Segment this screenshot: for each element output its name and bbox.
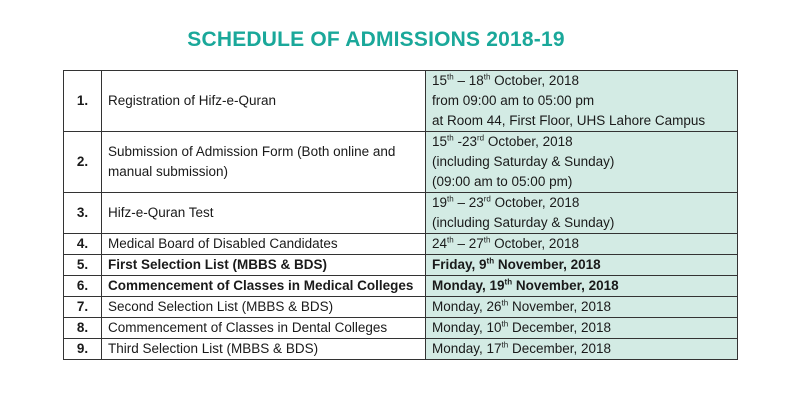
date-text: November, 2018 — [512, 278, 619, 293]
table-row — [64, 318, 738, 339]
ordinal-suffix: th — [486, 256, 495, 266]
ordinal-suffix: th — [501, 319, 509, 329]
date-line — [432, 111, 731, 131]
date-cell — [426, 234, 738, 255]
table-row — [64, 255, 738, 276]
event-cell: Registration of Hifz-e-Quran — [102, 71, 426, 132]
date-text: – 23 — [453, 195, 484, 210]
date-cell — [426, 255, 738, 276]
table-row — [64, 193, 738, 234]
ordinal-suffix: th — [447, 194, 454, 204]
row-number: 5. — [64, 255, 102, 276]
row-number: 3. — [64, 193, 102, 234]
ordinal-suffix: th — [501, 340, 509, 350]
date-text: Monday, 26 — [432, 299, 502, 314]
date-line — [432, 213, 731, 233]
table-row — [64, 339, 738, 360]
ordinal-suffix: th — [483, 72, 491, 82]
row-number: 9. — [64, 339, 102, 360]
table-row — [64, 71, 738, 132]
date-text: October, 2018 — [490, 73, 579, 88]
date-text: November, 2018 — [508, 299, 612, 314]
event-cell: Hifz-e-Quran Test — [102, 193, 426, 234]
table-row — [64, 297, 738, 318]
row-number: 2. — [64, 132, 102, 193]
event-cell: Third Selection List (MBBS & BDS) — [102, 339, 426, 360]
row-number: 7. — [64, 297, 102, 318]
event-cell: Medical Board of Disabled Candidates — [102, 234, 426, 255]
date-text: December, 2018 — [508, 341, 612, 356]
date-cell — [426, 276, 738, 297]
date-cell — [426, 71, 738, 132]
row-number: 1. — [64, 71, 102, 132]
date-text: – 27 — [453, 236, 484, 251]
event-cell: Commencement of Classes in Medical Colleges — [102, 276, 426, 297]
date-text: 24 — [432, 236, 448, 251]
date-text: November, 2018 — [494, 257, 601, 272]
date-text: (09:00 am to 05:00 pm) — [432, 174, 573, 189]
date-text: at Room 44, First Floor, UHS Lahore Campus — [432, 113, 706, 128]
table-row — [64, 276, 738, 297]
ordinal-suffix: th — [501, 298, 509, 308]
date-line — [432, 339, 731, 359]
date-text: from 09:00 am to 05:00 pm — [432, 93, 595, 108]
ordinal-suffix: th — [447, 133, 454, 143]
date-cell — [426, 193, 738, 234]
row-number: 4. — [64, 234, 102, 255]
schedule-table-body — [64, 71, 738, 360]
ordinal-suffix: th — [447, 235, 454, 245]
date-text: Monday, 10 — [432, 320, 502, 335]
table-row — [64, 132, 738, 193]
row-number: 8. — [64, 318, 102, 339]
event-cell: Commencement of Classes in Dental Colleges — [102, 318, 426, 339]
page-title: SCHEDULE OF ADMISSIONS 2018-19 — [187, 28, 565, 51]
date-line — [432, 193, 731, 213]
date-line — [432, 132, 731, 152]
date-cell — [426, 318, 738, 339]
event-cell: Submission of Admission Form (Both online and manual submission) — [102, 132, 426, 193]
date-cell — [426, 339, 738, 360]
date-text: December, 2018 — [508, 320, 612, 335]
date-line — [432, 91, 731, 111]
date-line — [432, 234, 731, 254]
date-line — [432, 255, 731, 275]
event-cell: First Selection List (MBBS & BDS) — [102, 255, 426, 276]
table-row — [64, 234, 738, 255]
date-text: October, 2018 — [484, 134, 573, 149]
date-line — [432, 152, 731, 172]
date-text: Friday, 9 — [432, 257, 487, 272]
admissions-schedule-table — [63, 70, 738, 360]
ordinal-suffix: th — [504, 277, 513, 287]
ordinal-suffix: rd — [483, 194, 491, 204]
date-text: (including Saturday & Sunday) — [432, 215, 615, 230]
date-text: October, 2018 — [490, 195, 580, 210]
ordinal-suffix: th — [447, 72, 454, 82]
date-text: Monday, 17 — [432, 341, 502, 356]
date-text: 19 — [432, 195, 448, 210]
date-line — [432, 71, 731, 91]
event-cell: Second Selection List (MBBS & BDS) — [102, 297, 426, 318]
date-line — [432, 297, 731, 317]
date-text: – 18 — [453, 73, 484, 88]
date-cell — [426, 132, 738, 193]
row-number: 6. — [64, 276, 102, 297]
date-line — [432, 172, 731, 192]
date-text: October, 2018 — [490, 236, 579, 251]
ordinal-suffix: th — [483, 235, 491, 245]
date-text: (including Saturday & Sunday) — [432, 154, 615, 169]
date-line — [432, 318, 731, 338]
date-text: 15 — [432, 134, 448, 149]
date-line — [432, 276, 731, 296]
date-cell — [426, 297, 738, 318]
date-text: 15 — [432, 73, 448, 88]
date-text: Monday, 19 — [432, 278, 505, 293]
ordinal-suffix: rd — [476, 133, 485, 143]
date-text: -23 — [453, 134, 477, 149]
